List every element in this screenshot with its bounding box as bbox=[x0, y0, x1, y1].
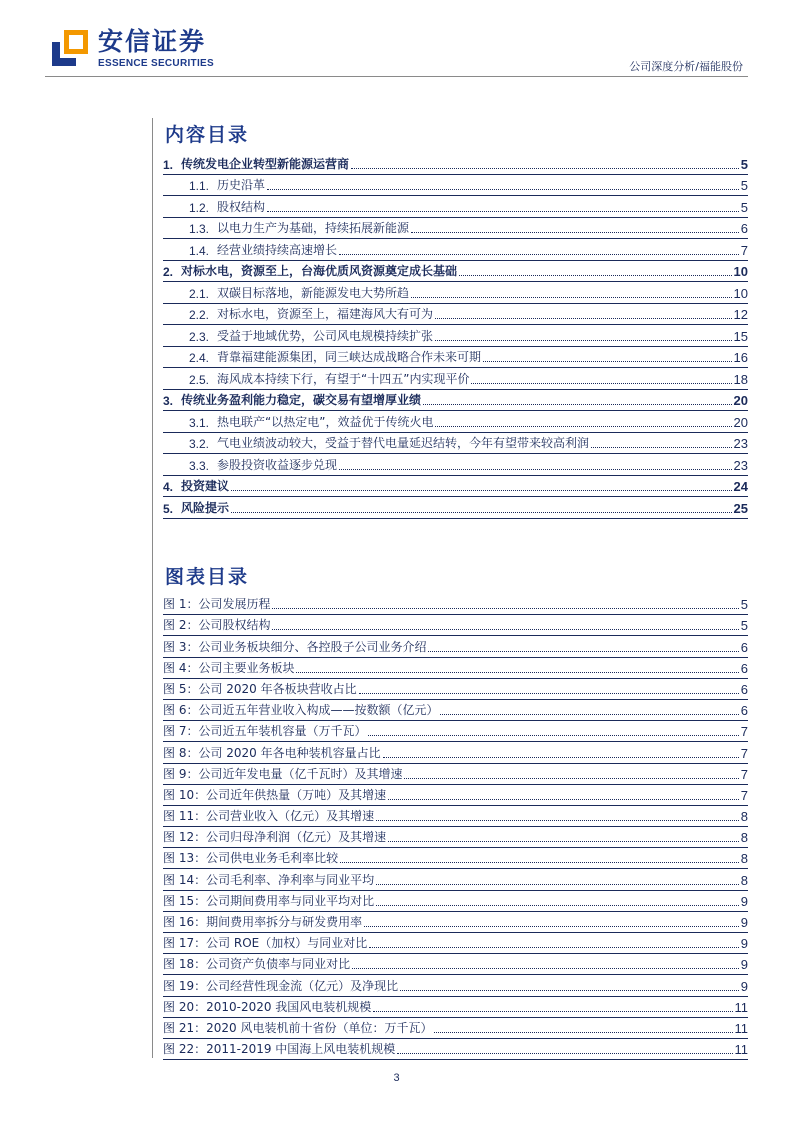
figure-entry[interactable] bbox=[163, 700, 748, 721]
toc-entry[interactable] bbox=[163, 390, 748, 412]
figure-entry-title: 图 15：公司期间费用率与同业平均对比 bbox=[163, 893, 375, 908]
figure-entry[interactable] bbox=[163, 806, 748, 827]
dot-leader bbox=[404, 778, 738, 779]
toc-entry-number: 1. bbox=[163, 157, 174, 172]
toc-entry-title: 参股投资收益逐步兑现 bbox=[217, 457, 338, 472]
toc-entry-page: 16 bbox=[733, 350, 748, 365]
toc-entry-page: 23 bbox=[733, 436, 748, 451]
figure-entry-page: 9 bbox=[740, 936, 748, 952]
toc-entry[interactable] bbox=[163, 282, 748, 304]
figure-entry-title: 图 9：公司近年发电量（亿千瓦时）及其增速 bbox=[163, 766, 403, 781]
brand-name-en: ESSENCE SECURITIES bbox=[98, 58, 214, 69]
figure-entry-title: 图 16：期间费用率拆分与研发费用率 bbox=[163, 915, 363, 929]
toc-entry-title: 气电业绩波动较大，受益于替代电量延迟结转，今年有望带来较高利润 bbox=[217, 436, 590, 450]
dot-leader bbox=[267, 211, 739, 212]
figure-entry-title: 图 19：公司经营性现金流（亿元）及净现比 bbox=[163, 978, 399, 993]
dot-leader bbox=[459, 275, 732, 276]
figure-entry-page: 9 bbox=[740, 957, 748, 973]
dot-leader bbox=[351, 168, 739, 169]
toc-entry-number: 3.1. bbox=[189, 415, 210, 430]
figure-entry-title: 图 11：公司营业收入（亿元）及其增速 bbox=[163, 809, 375, 824]
report-info: 公司深度分析/福能股份 bbox=[629, 60, 743, 73]
toc-entry[interactable] bbox=[163, 347, 748, 369]
toc-entry-page: 20 bbox=[733, 414, 748, 430]
figure-entry[interactable] bbox=[163, 912, 748, 933]
figure-entry-title: 图 7：公司近五年装机容量（万千瓦） bbox=[163, 724, 367, 739]
toc-entry[interactable] bbox=[163, 497, 748, 519]
toc-entry-page: 5 bbox=[740, 156, 748, 172]
dot-leader bbox=[231, 512, 732, 513]
figure-entry-title: 图 2：公司股权结构 bbox=[163, 618, 271, 633]
dot-leader bbox=[368, 735, 738, 736]
toc-entry-number: 1.2. bbox=[189, 200, 210, 215]
toc-entry-number: 3.3. bbox=[189, 458, 210, 473]
dot-leader bbox=[383, 757, 739, 758]
figure-entry-page: 11 bbox=[734, 999, 748, 1015]
toc-entry[interactable] bbox=[163, 218, 748, 240]
dot-leader bbox=[340, 862, 739, 863]
toc-entry-title: 背靠福建能源集团，同三峡达成战略合作未来可期 bbox=[217, 350, 482, 364]
figures-list bbox=[163, 594, 748, 1060]
toc-entry[interactable] bbox=[163, 239, 748, 261]
figure-entry-page: 8 bbox=[740, 851, 748, 867]
toc-entry-title: 海风成本持续下行，有望于“十四五”内实现平价 bbox=[217, 371, 470, 386]
figure-entry-page: 9 bbox=[740, 915, 748, 930]
dot-leader bbox=[411, 232, 739, 233]
dot-leader bbox=[364, 926, 739, 927]
toc-entry-number: 2.1. bbox=[189, 286, 210, 301]
toc-entry[interactable] bbox=[163, 454, 748, 476]
dot-leader bbox=[428, 651, 738, 652]
figure-entry-page: 11 bbox=[734, 1020, 748, 1036]
dot-leader bbox=[376, 820, 739, 821]
toc-entry-page: 6 bbox=[740, 221, 748, 236]
figure-entry-page: 8 bbox=[740, 872, 748, 888]
figure-entry-title: 图 5：公司 2020 年各板块营收占比 bbox=[163, 681, 357, 696]
figure-entry-page: 6 bbox=[740, 660, 748, 676]
toc-entry-title: 受益于地域优势，公司风电规模持续扩张 bbox=[217, 328, 434, 343]
toc-entry-page: 20 bbox=[733, 393, 748, 408]
toc-entry[interactable] bbox=[163, 411, 748, 433]
toc-title: 内容目录 bbox=[165, 124, 250, 146]
toc-entry-page: 15 bbox=[733, 328, 748, 344]
figure-entry[interactable] bbox=[163, 891, 748, 912]
toc-entry-title: 投资建议 bbox=[181, 479, 230, 493]
dot-leader bbox=[369, 947, 739, 948]
toc-entry[interactable] bbox=[163, 325, 748, 347]
toc-entry[interactable] bbox=[163, 261, 748, 283]
toc-entry-number: 3.2. bbox=[189, 437, 210, 451]
figure-entry[interactable] bbox=[163, 869, 748, 890]
figure-entry-title: 图 17：公司 ROE（加权）与同业对比 bbox=[163, 936, 368, 951]
figure-entry[interactable] bbox=[163, 827, 748, 848]
toc-entry-title: 对标水电，资源至上，福建海风大有可为 bbox=[217, 307, 434, 321]
figure-entry-page: 7 bbox=[740, 745, 748, 761]
figure-entry[interactable] bbox=[163, 975, 748, 996]
dot-leader bbox=[352, 968, 739, 969]
dot-leader bbox=[388, 841, 739, 842]
toc-entry-number: 2. bbox=[163, 265, 174, 279]
toc-entry-title: 风险提示 bbox=[181, 500, 230, 515]
figure-entry-page: 7 bbox=[740, 787, 748, 803]
figure-entry-title: 图 21：2020 风电装机前十省份（单位：万千瓦） bbox=[163, 1020, 433, 1035]
toc-entry-title: 传统发电企业转型新能源运营商 bbox=[181, 156, 350, 171]
dot-leader bbox=[388, 799, 739, 800]
figures-title: 图表目录 bbox=[165, 566, 250, 588]
figure-entry[interactable] bbox=[163, 1018, 748, 1039]
dot-leader bbox=[423, 404, 732, 405]
toc-entry-page: 10 bbox=[733, 264, 748, 279]
figure-entry-page: 8 bbox=[740, 809, 748, 825]
toc-list bbox=[163, 153, 748, 519]
toc-entry-title: 以电力生产为基础，持续拓展新能源 bbox=[217, 221, 410, 235]
toc-entry-page: 23 bbox=[733, 457, 748, 473]
toc-entry-page: 7 bbox=[740, 242, 748, 258]
toc-entry-number: 1.1. bbox=[189, 179, 210, 193]
toc-entry-number: 1.3. bbox=[189, 222, 210, 236]
toc-entry[interactable] bbox=[163, 304, 748, 326]
figure-entry[interactable] bbox=[163, 785, 748, 806]
dot-leader bbox=[339, 254, 739, 255]
toc-entry[interactable] bbox=[163, 175, 748, 197]
toc-entry-page: 5 bbox=[740, 199, 748, 215]
figure-entry-page: 7 bbox=[740, 766, 748, 782]
toc-entry-title: 股权结构 bbox=[217, 199, 266, 214]
figure-entry-title: 图 1：公司发展历程 bbox=[163, 597, 271, 612]
dot-leader bbox=[373, 1011, 732, 1012]
dot-leader bbox=[397, 1053, 732, 1054]
toc-entry-number: 2.2. bbox=[189, 308, 210, 322]
toc-entry[interactable] bbox=[163, 433, 748, 455]
toc-entry-page: 5 bbox=[740, 178, 748, 193]
dot-leader bbox=[591, 447, 732, 448]
brand-name-cn: 安信证券 bbox=[98, 27, 207, 56]
dot-leader bbox=[471, 383, 731, 384]
figure-entry[interactable] bbox=[163, 636, 748, 657]
figure-entry-title: 图 6：公司近五年营业收入构成——按数额（亿元） bbox=[163, 703, 439, 718]
dot-leader bbox=[435, 340, 732, 341]
toc-entry-title: 传统业务盈利能力稳定，碳交易有望增厚业绩 bbox=[181, 393, 422, 407]
toc-entry-number: 3. bbox=[163, 394, 174, 408]
dot-leader bbox=[267, 189, 739, 190]
toc-entry[interactable] bbox=[163, 476, 748, 498]
dot-leader bbox=[400, 990, 739, 991]
dot-leader bbox=[272, 608, 738, 609]
dot-leader bbox=[376, 905, 739, 906]
page-number: 3 bbox=[393, 1072, 400, 1084]
toc-entry-page: 18 bbox=[733, 371, 748, 387]
toc-entry-page: 10 bbox=[733, 285, 748, 301]
figure-entry-page: 6 bbox=[740, 681, 748, 697]
figure-entry[interactable] bbox=[163, 721, 748, 742]
figure-entry-page: 8 bbox=[740, 830, 748, 846]
toc-entry-title: 对标水电，资源至上，台海优质风资源奠定成长基础 bbox=[181, 264, 458, 278]
dot-leader bbox=[296, 672, 738, 673]
figure-entry-title: 图 8：公司 2020 年各电种装机容量占比 bbox=[163, 745, 381, 760]
toc-entry-number: 5. bbox=[163, 501, 174, 516]
toc-entry-page: 25 bbox=[733, 500, 748, 516]
dot-leader bbox=[376, 884, 739, 885]
figure-entry[interactable] bbox=[163, 1039, 748, 1060]
figure-entry-title: 图 13：公司供电业务毛利率比较 bbox=[163, 851, 339, 866]
header-divider bbox=[45, 76, 748, 77]
figure-entry-title: 图 22：2011-2019 中国海上风电装机规模 bbox=[163, 1042, 396, 1057]
dot-leader bbox=[231, 490, 732, 491]
toc-entry-title: 双碳目标落地，新能源发电大势所趋 bbox=[217, 285, 410, 300]
figure-entry-page: 6 bbox=[740, 703, 748, 719]
toc-entry[interactable] bbox=[163, 196, 748, 218]
toc-entry-title: 经营业绩持续高速增长 bbox=[217, 242, 338, 257]
toc-entry-number: 1.4. bbox=[189, 243, 210, 258]
figure-entry-page: 11 bbox=[734, 1042, 748, 1058]
figure-entry-page: 5 bbox=[740, 597, 748, 613]
figure-entry[interactable] bbox=[163, 764, 748, 785]
figure-entry[interactable] bbox=[163, 679, 748, 700]
dot-leader bbox=[483, 361, 732, 362]
figure-entry-title: 图 20：2010-2020 我国风电装机规模 bbox=[163, 999, 372, 1014]
figure-entry-page: 6 bbox=[740, 639, 748, 655]
toc-entry-number: 2.5. bbox=[189, 372, 210, 387]
toc-entry-page: 12 bbox=[733, 307, 748, 322]
figure-entry[interactable] bbox=[163, 954, 748, 975]
figure-entry-title: 图 18：公司资产负债率与同业对比 bbox=[163, 957, 351, 972]
page-header bbox=[0, 0, 793, 78]
dot-leader bbox=[272, 629, 738, 630]
figure-entry-page: 7 bbox=[740, 724, 748, 740]
toc-entry-title: 热电联产“以热定电”，效益优于传统火电 bbox=[217, 414, 434, 429]
toc-entry[interactable] bbox=[163, 368, 748, 390]
toc-entry-number: 4. bbox=[163, 480, 174, 494]
figure-entry[interactable] bbox=[163, 594, 748, 615]
figure-entry[interactable] bbox=[163, 997, 748, 1018]
figure-entry-title: 图 12：公司归母净利润（亿元）及其增速 bbox=[163, 830, 387, 845]
left-margin-rule bbox=[152, 118, 153, 1058]
dot-leader bbox=[435, 426, 731, 427]
dot-leader bbox=[435, 318, 732, 319]
figure-entry[interactable] bbox=[163, 848, 748, 869]
dot-leader bbox=[434, 1032, 732, 1033]
figure-entry-title: 图 14：公司毛利率、净利率与同业平均 bbox=[163, 872, 375, 887]
toc-entry[interactable] bbox=[163, 153, 748, 175]
dot-leader bbox=[440, 714, 738, 715]
figure-entry-title: 图 3：公司业务板块细分、各控股子公司业务介绍 bbox=[163, 639, 427, 654]
figure-entry-page: 9 bbox=[740, 893, 748, 909]
dot-leader bbox=[411, 297, 732, 298]
figure-entry-page: 5 bbox=[740, 618, 748, 634]
figure-entry-title: 图 10：公司近年供热量（万吨）及其增速 bbox=[163, 787, 387, 802]
figure-entry[interactable] bbox=[163, 658, 748, 679]
figure-entry-title: 图 4：公司主要业务板块 bbox=[163, 660, 295, 675]
figure-entry[interactable] bbox=[163, 933, 748, 954]
figure-entry[interactable] bbox=[163, 615, 748, 636]
essence-logo-icon bbox=[50, 28, 90, 68]
dot-leader bbox=[339, 469, 732, 470]
figure-entry[interactable] bbox=[163, 742, 748, 763]
figure-entry-page: 9 bbox=[740, 978, 748, 994]
toc-entry-number: 2.4. bbox=[189, 351, 210, 365]
toc-entry-page: 24 bbox=[733, 479, 748, 494]
toc-entry-title: 历史沿革 bbox=[217, 178, 266, 192]
toc-entry-number: 2.3. bbox=[189, 329, 210, 344]
dot-leader bbox=[359, 693, 739, 694]
